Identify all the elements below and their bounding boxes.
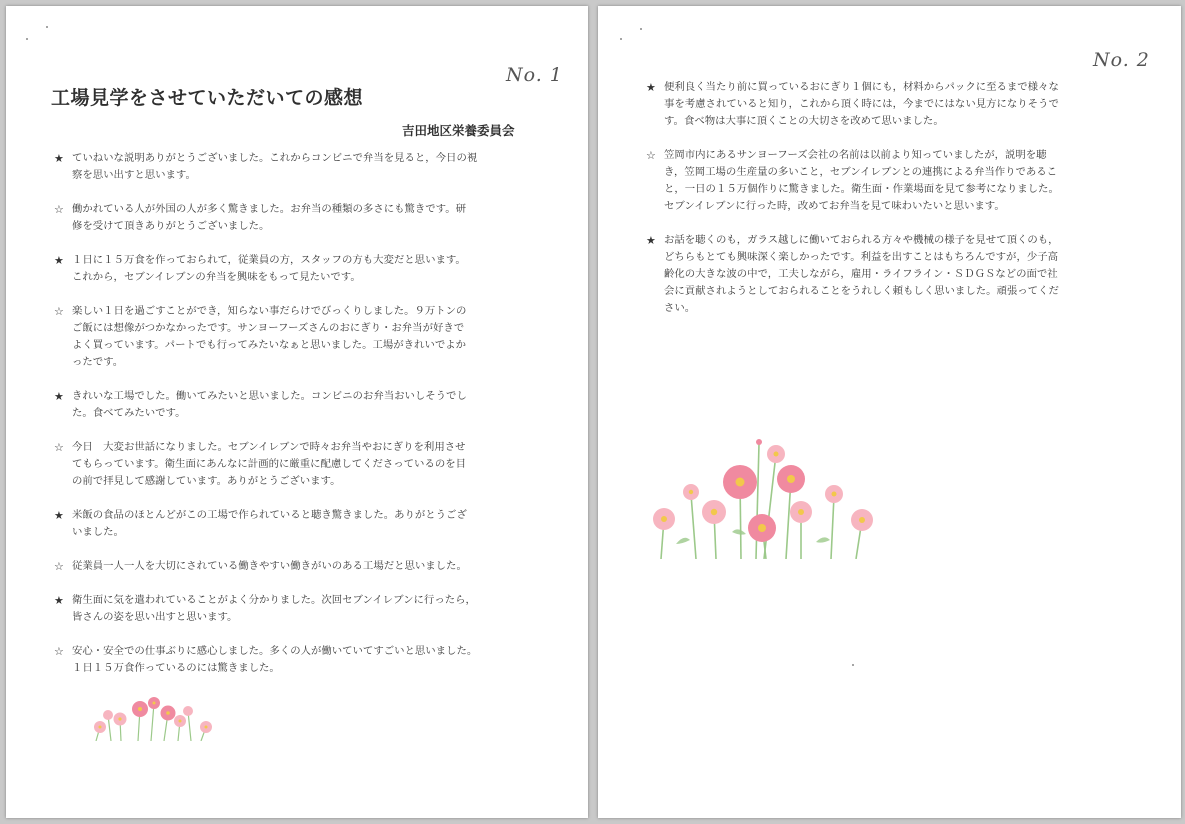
comment-text: 笠岡市内にあるサンヨーフーズ会社の名前は以前より知っていましたが，説明を聴 き，笠岡工場の生産量の多いこと，セブンイレブンとの連携による弁当作りであるこ と，一日の１５万個作りに驚きました。衛生面・作業場面を見て参考になりました。 セブンイレブンに行った時，改めてお弁当を見て味わいたいと思います。 — [664, 149, 1059, 212]
comment-item — [54, 507, 530, 541]
organization-name: 吉田地区栄養委員会 — [402, 123, 515, 138]
star-outline-bullet-icon: ☆ — [54, 560, 64, 573]
page-number-label: No. 2 — [1093, 49, 1150, 71]
comment-item — [646, 79, 1124, 130]
star-bullet-icon: ★ — [54, 390, 64, 403]
document-title: 工場見学をさせていただいての感想 — [51, 87, 364, 109]
comment-list — [54, 150, 530, 677]
comment-item — [646, 147, 1124, 215]
star-outline-bullet-icon: ☆ — [54, 305, 64, 318]
comment-item — [54, 252, 530, 286]
star-bullet-icon: ★ — [54, 594, 64, 607]
comment-item — [54, 643, 530, 677]
page-2 — [598, 6, 1181, 818]
star-outline-bullet-icon: ☆ — [646, 149, 656, 162]
comment-text: 楽しい１日を過ごすことができ，知らない事だらけでびっくりしました。９万トンの ご飯には想像がつかなかったです。サンヨーフーズさんのおにぎり・お弁当が好きで よく買っています。パートでも行ってみたいなぁと思いました。工場がきれいでよか ったです。 — [72, 305, 467, 368]
star-outline-bullet-icon: ☆ — [54, 441, 64, 454]
comment-item — [646, 232, 1124, 317]
comment-item — [54, 388, 530, 422]
star-bullet-icon: ★ — [54, 152, 64, 165]
comment-item — [54, 592, 530, 626]
scan-speck — [46, 26, 48, 28]
cosmos-flowers-large-illustration — [616, 424, 986, 559]
comment-text: １日に１５万食を作っておられて，従業員の方，スタッフの方も大変だと思います。 これから，セブンイレブンの弁当を興味をもって見たいです。 — [72, 254, 466, 283]
cosmos-flowers-small-illustration — [76, 689, 226, 741]
comment-text: 衛生面に気を遣われていることがよく分かりました。次回セブンイレブンに行ったら， 皆さんの姿を思い出すと思います。 — [72, 594, 476, 623]
comment-item — [54, 439, 530, 490]
scan-speck — [26, 38, 28, 40]
star-bullet-icon: ★ — [54, 254, 64, 267]
comment-text: 便利良く当たり前に買っているおにぎり１個にも，材料からパックに至るまで様々な 事を考慮されていると知り，これから頂く時には，今までにはない見方になりそうで す。食べ物は大事に頂くことの大切さを改めて思いました。 — [664, 81, 1059, 127]
star-outline-bullet-icon: ☆ — [54, 203, 64, 216]
star-bullet-icon: ★ — [646, 234, 656, 247]
comment-text: ていねいな説明ありがとうございました。これからコンビニで弁当を見ると，今日の視 察を思い出すと思います。 — [72, 152, 478, 181]
comment-text: 今日 大変お世話になりました。セブンイレブンで時々お弁当やおにぎりを利用させ てもらっています。衛生面にあんなに計画的に厳重に配慮してくださっているのを目 の前で拝見して感謝しています。ありがとうございます。 — [72, 441, 467, 487]
comment-text: 従業員一人一人を大切にされている働きやすい働きがいのある工場だと思いました。 — [72, 560, 467, 572]
comment-item — [54, 558, 530, 575]
star-bullet-icon: ★ — [646, 81, 656, 94]
scan-speck — [852, 664, 854, 666]
page-number-label: No. 1 — [506, 64, 563, 86]
comment-item — [54, 150, 530, 184]
comment-text: 働かれている人が外国の人が多く驚きました。お弁当の種類の多さにも驚きです。研 修を受けて頂きありがとうございました。 — [72, 203, 467, 232]
comment-text: きれいな工場でした。働いてみたいと思いました。コンビニのお弁当おいしそうでし た。食べてみたいです。 — [72, 390, 467, 419]
comment-item — [54, 303, 530, 371]
comment-text: 安心・安全での仕事ぶりに感心しました。多くの人が働いていてすごいと思いました。 １日１５万食作っているのには驚きました。 — [72, 645, 478, 674]
comment-text: お話を聴くのも，ガラス越しに働いておられる方々や機械の様子を見せて頂くのも， どちらもとても興味深く楽しかったです。利益を出すことはもちろんですが，少子高 齢化の大きな波の中で，工夫しながら，雇用・ライフライン・ＳＤＧＳなどの面で社 会に貢献されようとしておられることをうれしく頼もしく思いました。頑張ってくだ さい。 — [664, 234, 1059, 314]
comment-list — [646, 79, 1124, 317]
scan-speck — [640, 28, 642, 30]
comment-item — [54, 201, 530, 235]
star-outline-bullet-icon: ☆ — [54, 645, 64, 658]
star-bullet-icon: ★ — [54, 509, 64, 522]
comment-text: 米飯の食品のほとんどがこの工場で作られていると聴き驚きました。ありがとうござ いました。 — [72, 509, 467, 538]
scan-speck — [620, 38, 622, 40]
page-1 — [6, 6, 588, 818]
